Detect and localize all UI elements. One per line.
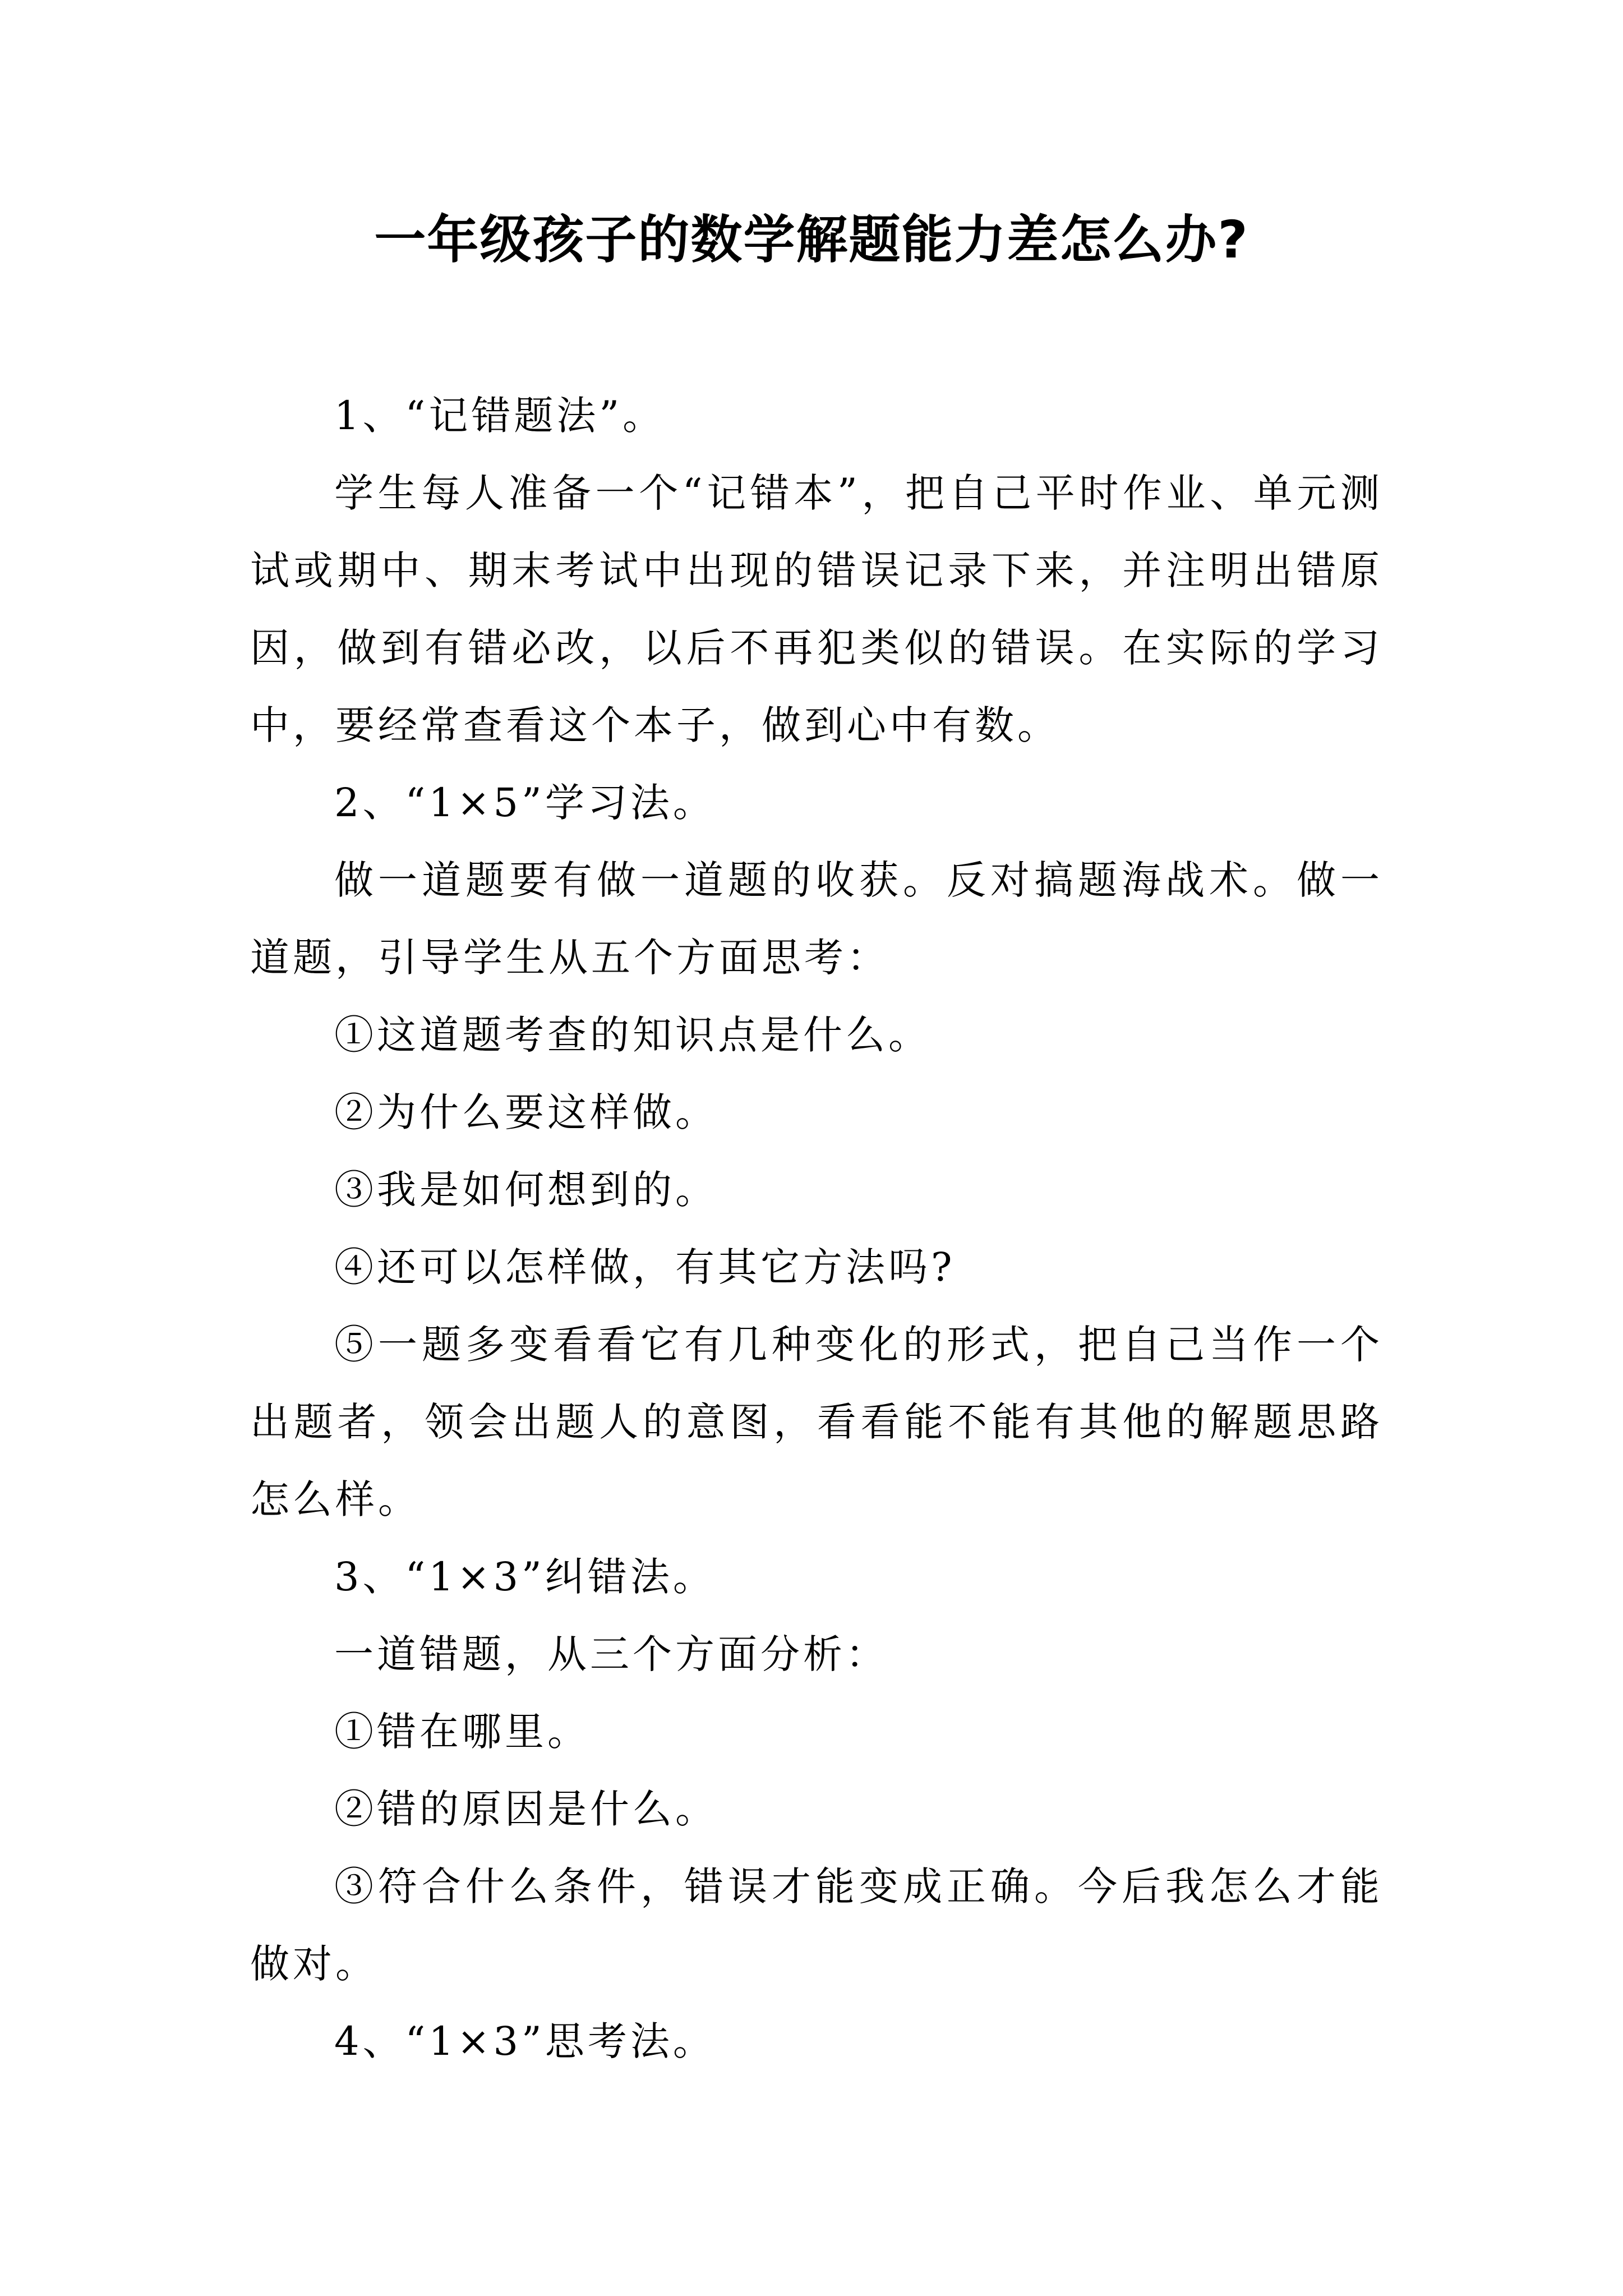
paragraph-method-1-body: 学生每人准备一个“记错本”，把自己平时作业、单元测试或期中、期末考试中出现的错误记录下来，并注明出错原因，做到有错必改，以后不再犯类似的错误。在实际的学习中，要经常查看这个本子，做到心中有数。 [250, 470, 1383, 748]
list-item-3: ③我是如何想到的。 [334, 1167, 718, 1213]
paragraph-method-3-heading: 3、“1×3”纠错法。 [334, 1554, 716, 1600]
list-item-3: ③符合什么条件，错误才能变成正确。今后我怎么才能做对。 [250, 1864, 1383, 1987]
list-item-4: ④还可以怎样做，有其它方法吗? [334, 1244, 956, 1290]
list-item-1: ①错在哪里。 [334, 1709, 590, 1755]
list-item-5: ⑤一题多变看看它有几种变化的形式，把自己当作一个出题者，领会出题人的意图，看看能不能有其他的解题思路怎么样。 [250, 1322, 1383, 1522]
paragraph-method-2-heading: 2、“1×5”学习法。 [334, 780, 716, 826]
list-item-2: ②错的原因是什么。 [334, 1786, 718, 1832]
list-item-1: ①这道题考查的知识点是什么。 [334, 1012, 931, 1058]
paragraph-method-4-heading: 4、“1×3”思考法。 [334, 2018, 716, 2064]
paragraph-method-1-heading: 1、“记错题法”。 [334, 393, 666, 439]
list-item-2: ②为什么要这样做。 [334, 1089, 718, 1135]
paragraph-method-3-body: 一道错题，从三个方面分析： [334, 1631, 888, 1677]
document-title: 一年级孩子的数学解题能力差怎么办? [374, 210, 1249, 270]
paragraph-method-2-body: 做一道题要有做一道题的收获。反对搞题海战术。做一道题，引导学生从五个方面思考： [250, 857, 1383, 981]
document-body [250, 377, 1383, 2080]
